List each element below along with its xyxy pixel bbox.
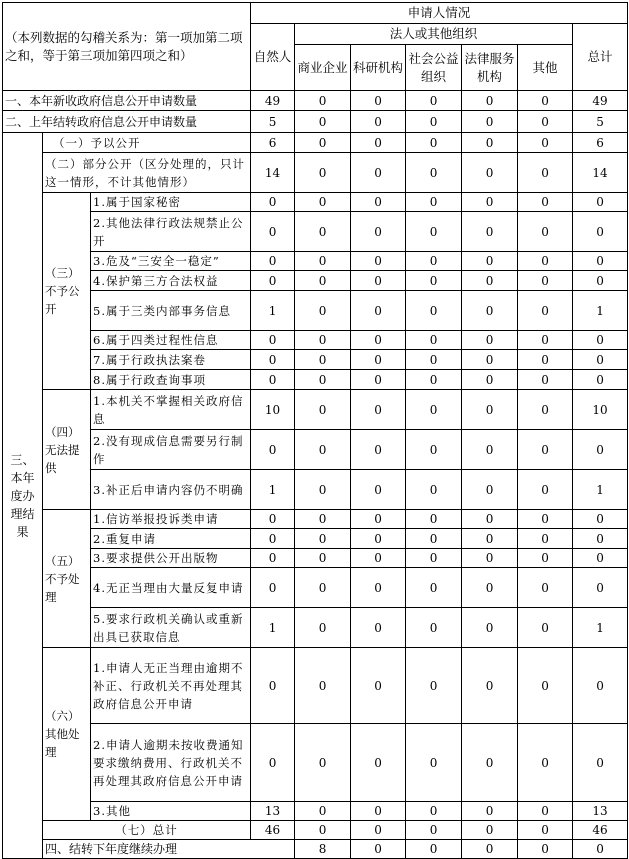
table-row (3, 291, 628, 331)
row-label: 一、本年新收政府信息公开申请数量 (3, 91, 251, 111)
cell-value: 0 (351, 390, 406, 430)
cell-value: 0 (406, 430, 462, 470)
cell-value: 0 (573, 430, 628, 470)
cell-value: 0 (351, 91, 406, 111)
cell-value: 0 (518, 529, 573, 549)
cell-value: 0 (518, 840, 573, 859)
cell-value: 0 (406, 91, 462, 111)
cell-value: 0 (518, 430, 573, 470)
cell-value: 0 (295, 821, 351, 840)
cell-value: 0 (295, 370, 351, 390)
table-row (3, 821, 628, 840)
table-row (3, 568, 628, 608)
row-label: （二）部分公开（区分处理的，只计这一情形，不计其他情形） (43, 153, 251, 193)
cell-value: 49 (573, 91, 628, 111)
cell-value: 0 (462, 430, 518, 470)
cell-value: 0 (462, 510, 518, 529)
table-row (3, 840, 628, 859)
row-label: 6.属于四类过程性信息 (91, 331, 251, 350)
cell-value: 0 (573, 350, 628, 370)
cell-value: 0 (351, 430, 406, 470)
cell-value: 0 (462, 724, 518, 802)
row-label: 四、结转下年度继续办理 (43, 840, 295, 859)
cell-value: 0 (462, 568, 518, 608)
cell-value: 0 (251, 549, 295, 568)
cell-value: 0 (295, 271, 351, 291)
cell-value: 0 (351, 821, 406, 840)
cell-value: 0 (295, 549, 351, 568)
row-label: 1.属于国家秘密 (91, 193, 251, 212)
cell-value: 1 (251, 291, 295, 331)
table-row (3, 510, 628, 529)
cell-value: 0 (518, 648, 573, 724)
cell-value: 0 (295, 212, 351, 252)
cell-value: 0 (518, 331, 573, 350)
cell-value: 0 (406, 291, 462, 331)
cell-value: 0 (295, 390, 351, 430)
cell-value: 0 (295, 529, 351, 549)
cell-value: 0 (518, 549, 573, 568)
cell-value: 0 (351, 510, 406, 529)
row-label: 3.补正后申请内容仍不明确 (91, 470, 251, 510)
cell-value: 0 (462, 212, 518, 252)
group-5-label: （五）不予处理 (43, 510, 91, 648)
row-label: 二、上年结转政府信息公开申请数量 (3, 111, 251, 133)
cell-value: 0 (351, 271, 406, 291)
cell-value: 0 (295, 568, 351, 608)
row-label: 1.本机关不掌握相关政府信息 (91, 390, 251, 430)
cell-value: 0 (406, 840, 462, 859)
cell-value: 0 (462, 193, 518, 212)
table-row (3, 153, 628, 193)
cell-value: 1 (573, 470, 628, 510)
cell-value: 0 (295, 510, 351, 529)
row-label: 4.无正当理由大量反复申请 (91, 568, 251, 608)
cell-value: 1 (573, 291, 628, 331)
cell-value: 0 (251, 193, 295, 212)
cell-value: 0 (406, 529, 462, 549)
cell-value: 0 (462, 390, 518, 430)
cell-value: 0 (351, 470, 406, 510)
cell-value: 0 (518, 510, 573, 529)
cell-value: 0 (462, 821, 518, 840)
cell-value: 0 (518, 802, 573, 821)
cell-value: 1 (251, 608, 295, 648)
cell-value: 0 (518, 821, 573, 840)
cell-value: 0 (351, 193, 406, 212)
cell-value: 0 (295, 291, 351, 331)
cell-value: 0 (295, 193, 351, 212)
cell-value: 0 (518, 390, 573, 430)
cell-value: 0 (518, 153, 573, 193)
cell-value: 0 (462, 608, 518, 648)
cell-value: 0 (573, 648, 628, 724)
cell-value: 0 (462, 133, 518, 153)
cell-value: 0 (518, 291, 573, 331)
table-row (3, 252, 628, 271)
cell-value: 0 (351, 568, 406, 608)
cell-value: 0 (251, 212, 295, 252)
gov-info-disclosure-table (2, 2, 628, 859)
cell-value: 0 (518, 193, 573, 212)
cell-value: 0 (251, 252, 295, 271)
cell-value: 14 (251, 153, 295, 193)
table-row (3, 608, 628, 648)
cell-value: 0 (406, 133, 462, 153)
cell-value: 0 (351, 291, 406, 331)
cell-value: 0 (351, 212, 406, 252)
cell-value: 0 (518, 470, 573, 510)
cell-value: 0 (573, 568, 628, 608)
cell-value: 0 (406, 802, 462, 821)
row-label: 2.申请人逾期未按收费通知要求缴纳费用、行政机关不再处理其政府信息公开申请 (91, 724, 251, 802)
cell-value: 0 (251, 568, 295, 608)
cell-value: 0 (573, 193, 628, 212)
cell-value: 49 (251, 91, 295, 111)
header-legal-service: 法律服务机构 (462, 45, 518, 91)
cell-value: 0 (462, 271, 518, 291)
cell-value: 0 (295, 252, 351, 271)
cell-value: 0 (518, 724, 573, 802)
cell-value: 0 (518, 350, 573, 370)
cell-value: 0 (351, 840, 406, 859)
cell-value: 0 (351, 724, 406, 802)
cell-value: 0 (295, 153, 351, 193)
cell-value: 0 (573, 510, 628, 529)
row-label: 2.重复申请 (91, 529, 251, 549)
cell-value: 0 (251, 510, 295, 529)
cell-value: 0 (406, 549, 462, 568)
cell-value: 0 (351, 648, 406, 724)
table-row (3, 370, 628, 390)
cell-value: 0 (573, 212, 628, 252)
header-natural-person: 自然人 (251, 24, 295, 91)
cell-value: 0 (351, 370, 406, 390)
table-row (3, 350, 628, 370)
cell-value: 0 (462, 331, 518, 350)
cell-value: 0 (351, 608, 406, 648)
cell-value: 0 (406, 271, 462, 291)
cell-value: 46 (573, 821, 628, 840)
cell-value: 0 (406, 568, 462, 608)
cell-value: 0 (295, 133, 351, 153)
cell-value: 46 (251, 821, 295, 840)
cell-value: 0 (518, 252, 573, 271)
cell-value: 0 (406, 193, 462, 212)
cell-value: 0 (251, 271, 295, 291)
cell-value: 0 (573, 724, 628, 802)
cell-value: 13 (251, 802, 295, 821)
cell-value: 0 (406, 331, 462, 350)
cell-value: 0 (573, 252, 628, 271)
header-total: 总计 (573, 24, 628, 91)
cell-value: 0 (406, 252, 462, 271)
section-3-label: 三、本年度办理结果 (3, 133, 43, 859)
header-note: （本列数据的勾稽关系为：第一项加第二项之和，等于第三项加第四项之和） (3, 3, 251, 91)
cell-value: 0 (351, 350, 406, 370)
cell-value: 0 (406, 370, 462, 390)
cell-value: 0 (406, 470, 462, 510)
cell-value: 0 (462, 291, 518, 331)
cell-value: 0 (251, 724, 295, 802)
row-label: 7.属于行政执法案卷 (91, 350, 251, 370)
group-6-label: （六）其他处理 (43, 648, 91, 821)
cell-value: 0 (462, 111, 518, 133)
cell-value: 0 (351, 111, 406, 133)
row-label: 1.信访举报投诉类申请 (91, 510, 251, 529)
cell-value: 6 (251, 133, 295, 153)
row-label: 5.要求行政机关确认或重新出具已获取信息 (91, 608, 251, 648)
row-label: 1.申请人无正当理由逾期不补正、行政机关不再处理其政府信息公开申请 (91, 648, 251, 724)
cell-value: 5 (573, 111, 628, 133)
cell-value: 0 (518, 212, 573, 252)
cell-value: 0 (406, 648, 462, 724)
cell-value: 0 (573, 331, 628, 350)
cell-value: 0 (251, 331, 295, 350)
cell-value: 0 (295, 648, 351, 724)
cell-value: 0 (462, 470, 518, 510)
cell-value: 0 (518, 370, 573, 390)
cell-value: 0 (295, 91, 351, 111)
cell-value: 0 (251, 370, 295, 390)
cell-value: 5 (251, 111, 295, 133)
table-row (3, 470, 628, 510)
cell-value: 0 (462, 549, 518, 568)
table-row (3, 91, 628, 111)
row-label: 3.要求提供公开出版物 (91, 549, 251, 568)
cell-value: 0 (251, 648, 295, 724)
table-row (3, 133, 628, 153)
table-row (3, 802, 628, 821)
row-label: 5.属于三类内部事务信息 (91, 291, 251, 331)
cell-value: 0 (295, 430, 351, 470)
header-commercial: 商业企业 (295, 45, 351, 91)
cell-value: 0 (573, 529, 628, 549)
cell-value: 0 (406, 510, 462, 529)
row-label: （七）总计 (43, 821, 251, 840)
cell-value: 0 (462, 370, 518, 390)
cell-value: 0 (406, 390, 462, 430)
table-row (3, 271, 628, 291)
table-row (3, 331, 628, 350)
cell-value: 0 (406, 153, 462, 193)
cell-value: 0 (351, 549, 406, 568)
cell-value: 8 (295, 840, 351, 859)
cell-value: 0 (406, 821, 462, 840)
cell-value: 10 (251, 390, 295, 430)
cell-value: 0 (573, 840, 628, 859)
cell-value: 1 (251, 470, 295, 510)
cell-value: 13 (573, 802, 628, 821)
table-row (3, 193, 628, 212)
cell-value: 0 (462, 529, 518, 549)
cell-value: 0 (251, 430, 295, 470)
cell-value: 0 (351, 133, 406, 153)
cell-value: 0 (462, 350, 518, 370)
cell-value: 0 (351, 331, 406, 350)
table-row (3, 529, 628, 549)
cell-value: 0 (351, 802, 406, 821)
cell-value: 0 (573, 370, 628, 390)
cell-value: 0 (462, 153, 518, 193)
cell-value: 0 (573, 271, 628, 291)
cell-value: 0 (406, 608, 462, 648)
cell-value: 0 (295, 350, 351, 370)
table-row (3, 648, 628, 724)
header-other: 其他 (518, 45, 573, 91)
cell-value: 0 (462, 840, 518, 859)
cell-value: 0 (573, 549, 628, 568)
table-row (3, 111, 628, 133)
cell-value: 0 (518, 568, 573, 608)
table-row (3, 430, 628, 470)
cell-value: 0 (295, 724, 351, 802)
header-research: 科研机构 (351, 45, 406, 91)
group-3-label: （三）不予公开 (43, 193, 91, 390)
table-row (3, 390, 628, 430)
header-legal-org: 法人或其他组织 (295, 24, 573, 45)
cell-value: 0 (295, 331, 351, 350)
row-label: （一）予以公开 (43, 133, 251, 153)
row-label: 3.危及“三安全一稳定” (91, 252, 251, 271)
cell-value: 0 (406, 350, 462, 370)
cell-value: 0 (462, 91, 518, 111)
cell-value: 0 (406, 212, 462, 252)
cell-value: 0 (518, 133, 573, 153)
cell-value: 0 (406, 724, 462, 802)
cell-value: 0 (462, 252, 518, 271)
cell-value: 0 (295, 111, 351, 133)
cell-value: 0 (351, 529, 406, 549)
cell-value: 0 (462, 648, 518, 724)
row-label: 3.其他 (91, 802, 251, 821)
table-row (3, 724, 628, 802)
cell-value: 0 (251, 350, 295, 370)
cell-value: 0 (518, 91, 573, 111)
cell-value: 0 (518, 271, 573, 291)
table-row (3, 549, 628, 568)
cell-value: 6 (573, 133, 628, 153)
group-4-label: （四）无法提供 (43, 390, 91, 510)
table-row (3, 212, 628, 252)
cell-value: 14 (573, 153, 628, 193)
cell-value: 1 (573, 608, 628, 648)
cell-value: 0 (295, 608, 351, 648)
row-label: 8.属于行政查询事项 (91, 370, 251, 390)
cell-value: 0 (351, 153, 406, 193)
cell-value: 0 (406, 111, 462, 133)
header-social-welfare: 社会公益组织 (406, 45, 462, 91)
row-label: 4.保护第三方合法权益 (91, 271, 251, 291)
cell-value: 0 (351, 252, 406, 271)
row-label: 2.没有现成信息需要另行制作 (91, 430, 251, 470)
cell-value: 0 (251, 529, 295, 549)
cell-value: 0 (518, 111, 573, 133)
cell-value: 0 (295, 470, 351, 510)
row-label: 2.其他法律行政法规禁止公开 (91, 212, 251, 252)
cell-value: 0 (462, 802, 518, 821)
cell-value: 0 (518, 608, 573, 648)
cell-value: 10 (573, 390, 628, 430)
cell-value: 0 (295, 802, 351, 821)
header-applicant-info: 申请人情况 (251, 3, 628, 24)
